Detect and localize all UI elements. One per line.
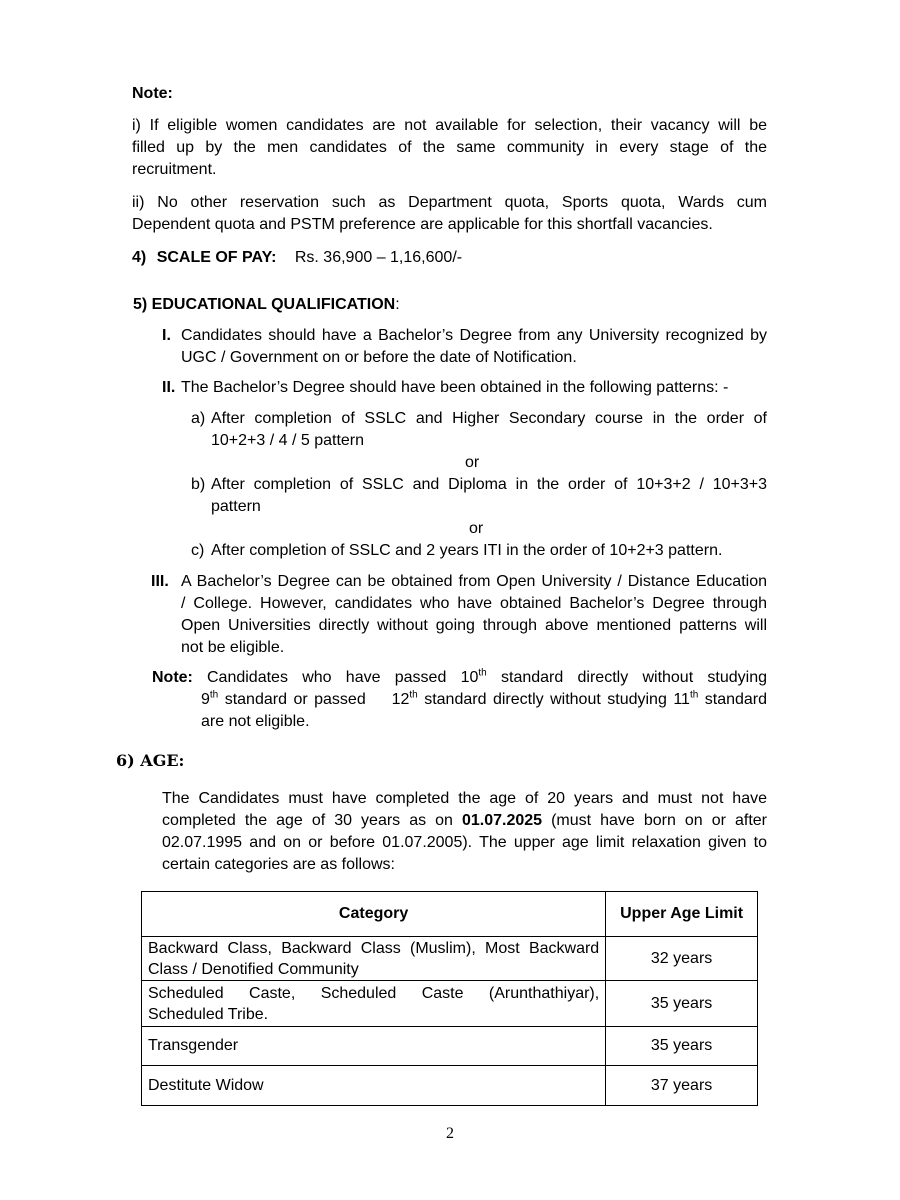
edu-b-line-2: pattern [211,498,261,515]
age-para-line-2 [162,810,767,832]
edu-iii-line-3: Open Universities directly without going through above mentioned patterns will [181,617,767,634]
edu-iii-line-4: not be eligible. [181,639,285,656]
table-cell-category-line-2: Scheduled Tribe. [148,1005,269,1023]
edu-a-line-2: 10+2+3 / 4 / 5 pattern [211,432,365,449]
edu-note-line-2-b: standard or passed 12 [218,691,410,708]
table-cell-category-line-1: Backward Class, Backward Class (Muslim), Most Backward [148,939,600,957]
edu-i-line-1: Candidates should have a Bachelor’s Degree from any University recognized by [181,327,767,344]
page-number: 2 [446,1125,454,1142]
edu-note-line-2-d: standard [698,691,768,708]
age-relaxation-table [141,891,758,1106]
edu-note-line-1 [207,667,767,689]
age-heading: 6) AGE: [116,751,185,770]
edu-b-marker: b) [191,476,206,493]
edu-note-line-2-c: standard directly without studying 11 [417,691,690,708]
scale-of-pay-label: SCALE OF PAY: [156,249,277,266]
table-cell-limit: 35 years [606,981,758,1027]
note-ii-line-2: Dependent quota and PSTM preference are applicable for this shortfall vacancies. [132,216,713,233]
scale-of-pay-number: 4) [132,249,147,266]
edu-note-line-2-sup-3: th [689,689,699,701]
edu-iii-marker: III. [151,573,169,590]
note-i-line-3: recruitment. [132,161,217,178]
education-heading-colon: : [395,296,400,313]
table-header-category: Category [142,892,606,937]
edu-note-line-3: are not eligible. [201,713,310,730]
table-row [142,981,758,1027]
table-cell-category-line-1: Scheduled Caste, Scheduled Caste (Arunthathiyar), [148,984,600,1002]
edu-note-line-1-sup: th [478,667,487,679]
table-cell-category: Destitute Widow [142,1066,606,1106]
edu-note-line-1-b: standard directly without studying [486,669,767,686]
edu-or-2: or [469,520,484,537]
scale-of-pay [132,247,462,269]
note-i-line-1: i) If eligible women candidates are not available for selection, their vacancy will be [132,117,767,134]
table-cell-category-line-2: Class / Denotified Community [148,960,359,978]
age-cutoff-date: 01.07.2025 [461,812,543,829]
age-para-line-1: The Candidates must have completed the age of 20 years and must not have [162,790,767,807]
scale-of-pay-value: Rs. 36,900 – 1,16,600/- [294,249,463,266]
edu-b-line-1: After completion of SSLC and Diploma in the order of 10+3+2 / 10+3+3 [211,476,767,493]
edu-note-line-2-sup-1: th [209,689,219,701]
edu-i-line-2: UGC / Government on or before the date of Notification. [181,349,577,366]
table-cell-limit: 35 years [606,1027,758,1066]
table-row [142,1066,758,1106]
edu-iii-line-2: / College. However, candidates who have obtained Bachelor’s Degree through [181,595,767,612]
age-para-line-3: 02.07.1995 and on or before 01.07.2005). The upper age limit relaxation given to [162,834,767,851]
table-row [142,937,758,981]
note-ii-line-1: ii) No other reservation such as Department quota, Sports quota, Wards cum [132,194,767,211]
edu-c-marker: c) [191,542,205,559]
table-cell-limit: 32 years [606,937,758,981]
table-cell-category [142,981,606,1027]
edu-note-line-2-sup-2: th [409,689,418,701]
edu-a-line-1: After completion of SSLC and Higher Secondary course in the order of [211,410,767,427]
age-para-line-2-a: completed the age of 30 years as on [162,812,462,829]
edu-note-label: Note: [152,669,193,686]
education-heading [133,294,400,316]
table-cell-limit: 37 years [606,1066,758,1106]
table-header-row [142,892,758,937]
edu-note-line-2 [201,689,767,711]
age-para-line-2-b: (must have born on or after [542,812,767,829]
edu-i-marker: I. [162,327,171,344]
note-heading: Note: [132,85,173,102]
table-cell-category: Transgender [142,1027,606,1066]
edu-note-line-1-a: Candidates who have passed 10 [207,669,479,686]
education-heading-text: 5) EDUCATIONAL QUALIFICATION [133,296,396,313]
edu-iii-line-1: A Bachelor’s Degree can be obtained from Open University / Distance Education [181,573,767,590]
table-header-age-limit: Upper Age Limit [606,892,758,937]
table-row [142,1027,758,1066]
edu-ii-marker: II. [162,379,176,396]
note-i-line-2: filled up by the men candidates of the same community in every stage of the [132,139,767,156]
edu-ii-text: The Bachelor’s Degree should have been obtained in the following patterns: - [181,379,729,396]
edu-c-text: After completion of SSLC and 2 years ITI in the order of 10+2+3 pattern. [211,542,723,559]
age-para-line-4: certain categories are as follows: [162,856,395,873]
table-cell-category [142,937,606,981]
edu-or-1: or [465,454,480,471]
edu-note-line-2-a: 9 [201,691,210,708]
edu-a-marker: a) [191,410,206,427]
